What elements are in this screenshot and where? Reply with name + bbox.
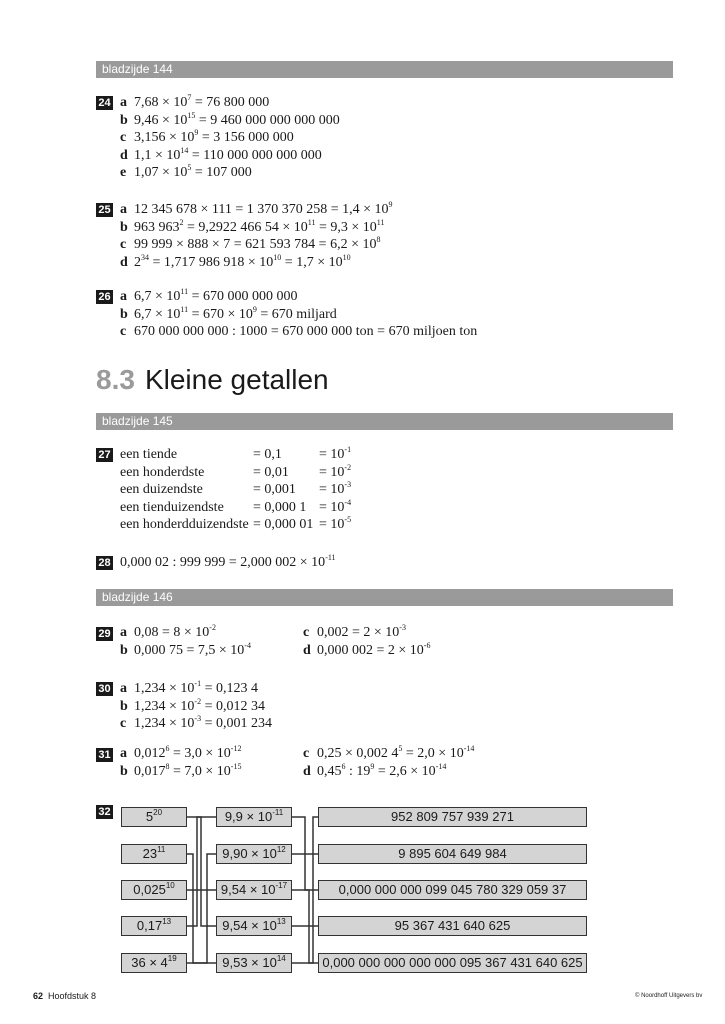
answer-text: 0,000 02 : 999 999 = 2,000 $002 \times 10^{-11}$: [120, 553, 336, 570]
answer-label: c: [303, 625, 310, 640]
answer-label: a: [120, 289, 127, 304]
right-box: 95 367 431 640 625: [318, 916, 587, 936]
answer-text: 0,45$^6$ : $19^9 = 2,6 \times 10^{-14}$: [317, 762, 447, 779]
page-number: 62: [33, 991, 44, 1001]
exercise-number: 26: [96, 290, 113, 304]
right-box: 0,000 000 000 000 000 095 367 431 640 625: [318, 953, 587, 973]
answer-text: 0,000 $002 = 2 \times 10^{-6}$: [317, 641, 431, 658]
answer-label: b: [120, 112, 128, 128]
right-box: 952 809 757 939 271: [318, 807, 587, 827]
answer-text: $9,46 \times 10^{15} = 9$ 460 000 000 000 000: [134, 110, 340, 128]
answer-text: $7,68 \times 10^7 = 76$ 800 000: [134, 93, 270, 110]
answer-text: $3,156 \times 10^9 = 3$ 156 000 000: [134, 128, 294, 146]
fraction-name: een honderdduizendste: [120, 517, 249, 533]
answer-label: a: [120, 746, 127, 761]
exercise-number: 27: [96, 448, 113, 462]
answer-label: c: [120, 237, 127, 253]
middle-box: $9,53 \times 10^{14}$: [216, 953, 292, 973]
power-value: = $10^{-3}$: [319, 480, 352, 498]
answer-text: 0,000 $75 = 7,5 \times 10^{-4}$: [134, 641, 251, 658]
answer-text: $0,08 = 8 \times 10^{-2}$: [134, 623, 216, 640]
left-box: 0,17$^{13}$: [121, 916, 187, 936]
answer-text: $1,234 \times 10^{-1} = 0,123$ 4: [134, 679, 258, 696]
middle-box: $9,9 \times 10^{-11}$: [216, 807, 292, 827]
answer-text: 670 000 000 000 : 1000 = 670 000 000 ton = 670 miljoen ton: [134, 324, 478, 340]
answer-text: $0,002 = 2 \times 10^{-3}$: [317, 623, 406, 640]
exercise-number: 31: [96, 748, 113, 762]
answer-label: d: [120, 254, 128, 270]
answer-label: c: [120, 716, 127, 732]
answer-label: d: [303, 643, 311, 658]
decimal-value: = 0,1: [253, 447, 282, 462]
answer-label: c: [120, 130, 127, 146]
answer-label: a: [120, 625, 127, 640]
fraction-name: een honderdste: [120, 464, 205, 480]
exercise-number: 32: [96, 805, 113, 819]
copyright: © Noordhoff Uitgevers bv: [635, 993, 703, 999]
chapter-label: Hoofdstuk 8: [48, 991, 97, 1001]
power-value: = $10^{-4}$: [319, 497, 352, 515]
decimal-value: = 0,001: [253, 482, 296, 498]
answer-label: b: [120, 306, 128, 322]
right-box: 0,000 000 000 099 045 780 329 059 37: [318, 880, 587, 900]
answer-text: $0,017^8 = 7,0 \times 10^{-15}$: [134, 762, 242, 779]
answer-label: a: [120, 681, 127, 696]
fraction-name: een tienduizendste: [120, 499, 224, 515]
answer-label: b: [120, 643, 128, 658]
left-box: 0,025$^{10}$: [121, 880, 187, 900]
answer-text: $2^{34} = 1,717$ 986 $918 \times 10^{10} = 1,7 \times 10^{10}$: [134, 252, 351, 270]
fraction-name: een duizendste: [120, 482, 203, 498]
answer-label: d: [303, 764, 311, 779]
answer-text: 0,25 × 0,002 $4^5 = 2,0 \times 10^{-14}$: [317, 744, 475, 761]
power-value: = $10^{-2}$: [319, 462, 352, 480]
answer-label: e: [120, 165, 127, 181]
section-number: 8.3: [96, 364, 135, 395]
section-title: Kleine getallen: [144, 364, 329, 395]
section-bar-145: bladzijde 145: [96, 413, 673, 430]
page-footer: [33, 991, 96, 1001]
connector-left-middle: [187, 817, 216, 926]
exercise-number: 28: [96, 556, 113, 570]
exercise-number: 25: [96, 203, 113, 217]
exercise-number: 29: [96, 627, 113, 641]
answer-text: $1,07 \times 10^5 = 107$ 000: [134, 163, 252, 181]
answer-text: $0,012^6 = 3,0 \times 10^{-12}$: [134, 744, 242, 761]
answer-label: d: [120, 147, 128, 163]
decimal-value: = 0,01: [253, 464, 289, 480]
answer-label: a: [120, 202, 127, 217]
answer-label: a: [120, 95, 127, 110]
left-box: $36 \times 4^{19}$: [121, 953, 187, 973]
answer-text: 99 999 × 888 × 7 = 621 593 $784 = 6,2 \times 10^8$: [134, 235, 381, 253]
answer-text: $6,7 \times 10^{11} = 670$ 000 000 000: [134, 287, 298, 304]
decimal-value: = 0,000 1: [253, 499, 307, 515]
left-box: $5^{20}$: [121, 807, 187, 827]
answer-text: $6,7 \times 10^{11} = 670 \times 10^9 = 670$ miljard: [134, 304, 337, 322]
answer-text: $1,234 \times 10^{-2} = 0,012$ 34: [134, 696, 265, 714]
power-value: = $10^{-1}$: [319, 445, 352, 462]
answer-label: b: [120, 764, 128, 779]
middle-box: $9,90 \times 10^{12}$: [216, 844, 292, 864]
left-box: $23^{11}$: [121, 844, 187, 864]
answer-label: c: [120, 324, 127, 340]
exercise-number: 24: [96, 96, 113, 110]
answer-text: 963 $963^2 = 9,2922$ 466 $54 \times 10^{11} = 9,3 \times 10^{11}$: [134, 217, 385, 235]
middle-box: $9,54 \times 10^{-17}$: [216, 880, 292, 900]
answer-label: b: [120, 698, 128, 714]
answer-text: $1,234 \times 10^{-3} = 0,001$ 234: [134, 714, 272, 732]
decimal-value: = 0,000 01: [253, 517, 314, 533]
section-bar-144: bladzijde 144: [96, 61, 673, 78]
fraction-name: een tiende: [120, 447, 178, 462]
right-box: 9 895 604 649 984: [318, 844, 587, 864]
power-value: = $10^{-5}$: [319, 515, 352, 533]
answer-label: b: [120, 219, 128, 235]
answer-text: 12 345 678 × 111 = 1 370 370 $258 = 1,4 \times 10^9$: [134, 200, 393, 217]
section-bar-146: bladzijde 146: [96, 589, 673, 606]
answer-label: c: [303, 746, 310, 761]
middle-box: $9,54 \times 10^{13}$: [216, 916, 292, 936]
answer-text: $1,1 \times 10^{14} = 110$ 000 000 000 000: [134, 145, 322, 163]
exercise-number: 30: [96, 682, 113, 696]
